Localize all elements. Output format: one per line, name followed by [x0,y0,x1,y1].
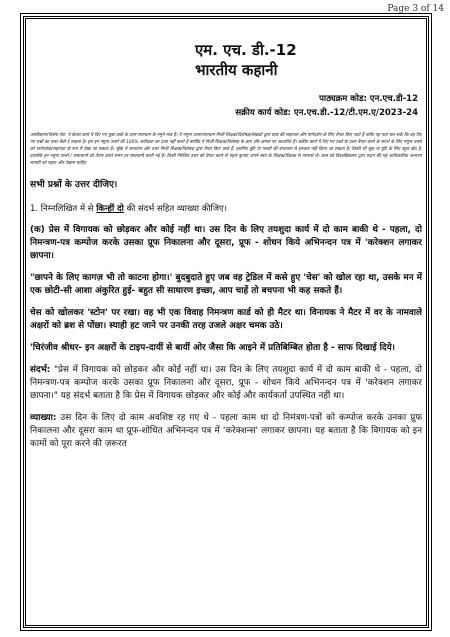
assignment-code: सक्रीय कार्य कोड: एन.एच.डी.-12/टी.एम.ए/2023-24 [235,108,418,118]
course-number-title: एम. एच. डी.-12 [195,41,297,59]
question-emphasis: किन्हीं दो [96,204,124,214]
explanation-text: उस दिन के लिए दो काम अवशिष्ट रह गए थे - पहला काम था दो निमंत्रण-पत्रों को कम्पोज करके उनका प्रूफ निकालना और दूसरा काम था प्रूफ-शोधित अभिनन्दन पत्र में 'करेक्शन्स' लगाकर छापना। यह बताता है कि विगायक को इन कामों को पूरा करने की ज़रूरत [30,413,422,449]
page-indicator: Page 3 of 14 [387,4,444,14]
meta-block [30,92,422,120]
passage-2: "छापने के लिए कागज़ भी तो काटना होगा।' बुदबुदाते हुए जब वह ट्रेडिल में कसे हुए 'चेस' को खोल रहा था, उसके मन में एक छोटी-सी आशा अंकुरित हुई- बहुत सी साधारण इच्छा, आप चाहें तो बचपना भी कह सकते हैं। [30,273,422,296]
explanation-label: व्याख्या: [30,413,57,423]
course-code: पाठ्यक्रम कोड: एन.एच.डी-12 [319,94,418,104]
question-prefix: 1. निम्नलिखित में से [30,204,97,214]
passage-3: चेस को खोलकर 'स्टोन' पर रखा। वह भी एक विवाह निमन्त्रण कार्ड को ही मैटर था। विनायक ने मैटर में वर के नामवाले अक्षरों को ब्रश से पोंछा। स्याही हट जाने पर उनकी तरह उजले अक्षर चमक उठे। [30,308,422,331]
context-text: "प्रेस में विगायक को छोड़कर और कोई नहीं था। उस दिन के लिए तयशुदा कार्य में दो काम बाकी थे - पहला, दो निमन्त्रण-पत्र कम्पोज करके उसका प्रूफ निकालना और दूसरा, प्रूफ - शोधन किये अभिनन्दन पत्र में 'करेक्शन लगाकर छापना।" यह संदर्भ बताता है कि प्रेस में विगायक छोड़कर और कोई और कार्यकर्ता उपस्थित नहीं था। [30,365,422,401]
question-1 [30,203,422,215]
course-name-title: भारतीय कहानी [195,61,278,79]
context-label: संदर्भ: [30,365,51,375]
disclaimer-text: अस्वीकरण/विशेष नोट: ये केवल कार्य में दिए गए कुछ प्रश्नों के उत्तर समाधान के नमूने मात्र हैं। ये नमूना उत्तर/समाधान निजी शिक्षक/विशेषज्ञ/लेखकों द्वारा छात्र की सहायता और मार्गदर्शन के लिए तैयार किए जाते हैं ताकि यह पता चल सके कि वह दिए गए प्रश्नों का उत्तर कैसे दे सकता है। हम इन नमूना उत्तरों की 100% सटीकता का दावा नहीं करते हैं क्योंकि ये निजी शिक्षक/विशेषज्ञ के ज्ञान और क्षमता पर आधारित हैं। सक्रीय कार्य में दिए गए प्रश्नों के उत्तर तैयार करने के संदर्भ के लिए नमूना उत्तरों को मार्गदर्शक/सहायता के रूप में देखा जा सकता है। चूंकि ये समाधान और उत्तर निजी शिक्षक/विशेषज्ञ द्वारा तैयार किए जाते हैं, इसलिए त्रुटि या गलती की संभावना से इनकार नहीं किया जा सकता है। किसी भी चूक या त्रुटि के लिए बहुत खेद है, हालांकि इन नमूना उत्तरों / समाधानों को तैयार करते समय हर सावधानी बरती गई है। किसी निश्चित उत्तर को तैयार करने से पहले कृपया अपने स्वयं के शिक्षक/शिक्षक से परामर्श लें। छात्र को विश्वविद्यालय द्वारा प्रदान की गई आधिकारिक अध्ययन सामग्री को पढ़ना और देखना चाहिए [30,133,422,166]
passage-4: 'चिरंजीव श्रीधर- इन अक्षरों के टाइप-दायीं से बायीं ओर जैसा कि आइने में प्रतिबिम्बित होता है - साफ दिखाई दिये। [30,343,396,353]
instructions: सभी प्रश्नों के उत्तर दीजिए। [30,180,118,190]
explanation-paragraph [30,412,422,451]
passage-1: (क) प्रेस में विगायक को छोड़कर और कोई नहीं था। उस दिन के लिए तयशुदा कार्य में दो काम बाकी थे - पहला, दो निमन्त्रण-पत्र कम्पोज करके उसका प्रूफ निकालना और दूसरा, प्रूफ - शोधन किये अभिनन्दन पत्र में 'करेक्शन लगाकर छापना। [30,225,422,261]
question-suffix: की संदर्भ सहित व्याख्या कीजिए। [123,204,227,214]
title-block [195,40,422,80]
document-content [30,40,422,630]
context-paragraph [30,364,422,403]
